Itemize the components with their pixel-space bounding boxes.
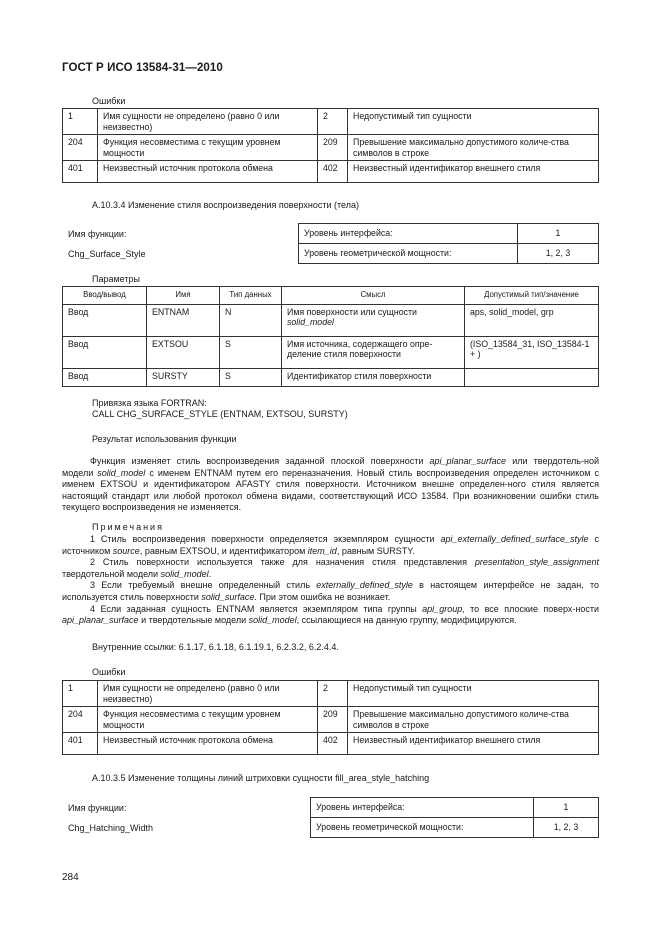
table-row (63, 336, 599, 368)
table-row (299, 244, 599, 264)
table-row (311, 798, 599, 818)
error-text: Недопустимый тип сущности (348, 681, 599, 707)
param-name: SURSTY (147, 368, 220, 386)
error-code: 204 (63, 707, 98, 733)
error-code: 2 (318, 681, 348, 707)
result-paragraph: Функция изменяет стиль воспроизведения заданной плоской поверхности api_planar_surface или твердотель-ной модели solid_model с именем ENTNAM путем его переназначения. Новый стиль воспроизведения определен источником с именем EXTSOU и идентификатором AFASTY стиля поверхности. Источником внешне определен-ного стиля является настоящий стандарт или любой протокол обмена видами, соответствующий ИСО 13584. При возникновении ошибки стиль текущего воспроизведения не изменяется. (62, 456, 599, 513)
errors-table-bottom (62, 680, 599, 755)
geom-level-label: Уровень геометрической мощности: (299, 244, 518, 264)
section-heading: А.10.3.4 Изменение стиля воспроизведения поверхности (тела) (92, 200, 359, 210)
column-header: Смысл (282, 287, 465, 305)
table-row (299, 224, 599, 244)
error-code: 209 (318, 135, 348, 161)
error-code: 1 (63, 109, 98, 135)
param-name: EXTSOU (147, 336, 220, 368)
error-text: Недопустимый тип сущности (348, 109, 599, 135)
table-header-row (63, 287, 599, 305)
param-direction: Ввод (63, 336, 147, 368)
param-type: S (220, 368, 282, 386)
error-text: Функция несовместима с текущим уровнем мощности (98, 135, 318, 161)
internal-references: Внутренние ссылки: 6.1.17, 6.1.18, 6.1.19.1, 6.2.3.2, 6.2.4.4. (92, 642, 339, 652)
table-row (63, 733, 599, 755)
error-text: Имя сущности не определено (равно 0 или неизвестно) (98, 109, 318, 135)
fortran-binding-label: Привязка языка FORTRAN: (92, 398, 207, 408)
param-name: ENTNAM (147, 304, 220, 336)
interface-level-value: 1 (518, 224, 599, 244)
column-header: Допустимый тип/значение (465, 287, 599, 305)
table-row (63, 304, 599, 336)
error-code: 402 (318, 161, 348, 183)
note-1: 1 Стиль воспроизведения поверхности определяется экземпляром сущности api_externally_defined_surface_style с источником source, равным EXTSOU, и идентификатором item_id, равным SURSTY. (62, 534, 599, 556)
error-code: 401 (63, 161, 98, 183)
table-row (63, 135, 599, 161)
error-text: Превышение максимально допустимого количе-ства символов в строке (348, 707, 599, 733)
table-row (63, 681, 599, 707)
error-code: 1 (63, 681, 98, 707)
table-row (63, 109, 599, 135)
param-allowed (465, 368, 599, 386)
error-code: 402 (318, 733, 348, 755)
column-header: Имя (147, 287, 220, 305)
param-direction: Ввод (63, 368, 147, 386)
param-meaning: Имя поверхности или сущности solid_model (282, 304, 465, 336)
table-row (311, 818, 599, 838)
note-2: 2 Стиль поверхности используется также для назначения стиля представления presentation_style_assignment твердотельной модели solid_model. (62, 557, 599, 579)
interface-level-value: 1 (534, 798, 599, 818)
section-heading: А.10.3.5 Изменение толщины линий штриховки сущности fill_area_style_hatching (92, 773, 430, 783)
errors-caption: Ошибки (92, 96, 126, 106)
error-text: Превышение максимально допустимого количе-ства символов в строке (348, 135, 599, 161)
param-allowed: (ISO_13584_31, ISO_13584-1 + ) (465, 336, 599, 368)
notes-body (62, 534, 599, 627)
error-text: Функция несовместима с текущим уровнем мощности (98, 707, 318, 733)
params-table (62, 286, 599, 387)
function-label: Имя функции: (68, 229, 127, 239)
geom-level-value: 1, 2, 3 (518, 244, 599, 264)
interface-level-label: Уровень интерфейса: (311, 798, 534, 818)
geom-level-label: Уровень геометрической мощности: (311, 818, 534, 838)
page-header-title: ГОСТ Р ИСО 13584-31—2010 (62, 62, 223, 74)
table-row (63, 368, 599, 386)
interface-level-label: Уровень интерфейса: (299, 224, 518, 244)
page-number: 284 (62, 872, 79, 883)
note-3: 3 Если требуемый внешне определенный стиль externally_defined_style в настоящем интерфейсе не задан, то используется стиль поверхности solid_surface. При этом ошибка не возникает. (62, 580, 599, 602)
error-text: Неизвестный источник протокола обмена (98, 161, 318, 183)
note-4: 4 Если заданная сущность ENTNAM является экземпляром типа группы api_group, то все плоские поверх-ности api_planar_surface и твердотельные модели solid_model, ссылающиеся на данную группу, модифицируются. (62, 603, 599, 626)
error-text: Неизвестный идентификатор внешнего стиля (348, 161, 599, 183)
error-text: Неизвестный идентификатор внешнего стиля (348, 733, 599, 755)
fortran-binding-call: CALL CHG_SURFACE_STYLE (ENTNAM, EXTSOU, SURSTY) (92, 409, 348, 419)
errors-table-top (62, 108, 599, 183)
param-direction: Ввод (63, 304, 147, 336)
level-table (310, 797, 599, 838)
function-label: Имя функции: (68, 803, 127, 813)
param-meaning: Идентификатор стиля поверхности (282, 368, 465, 386)
param-meaning: Имя источника, содержащего опре-деление стиля поверхности (282, 336, 465, 368)
error-code: 2 (318, 109, 348, 135)
function-name: Chg_Hatching_Width (68, 823, 154, 833)
function-name: Chg_Surface_Style (68, 249, 146, 259)
table-row (63, 161, 599, 183)
param-allowed: aps, solid_model, grp (465, 304, 599, 336)
error-code: 204 (63, 135, 98, 161)
table-row (63, 707, 599, 733)
param-type: N (220, 304, 282, 336)
error-text: Неизвестный источник протокола обмена (98, 733, 318, 755)
errors-caption: Ошибки (92, 667, 126, 677)
column-header: Тип данных (220, 287, 282, 305)
error-text: Имя сущности не определено (равно 0 или неизвестно) (98, 681, 318, 707)
geom-level-value: 1, 2, 3 (534, 818, 599, 838)
error-code: 209 (318, 707, 348, 733)
error-code: 401 (63, 733, 98, 755)
result-title: Результат использования функции (92, 434, 237, 444)
level-table (298, 223, 599, 264)
param-type: S (220, 336, 282, 368)
params-caption: Параметры (92, 274, 140, 284)
notes-title: Примечания (92, 522, 164, 532)
column-header: Ввод/вывод (63, 287, 147, 305)
